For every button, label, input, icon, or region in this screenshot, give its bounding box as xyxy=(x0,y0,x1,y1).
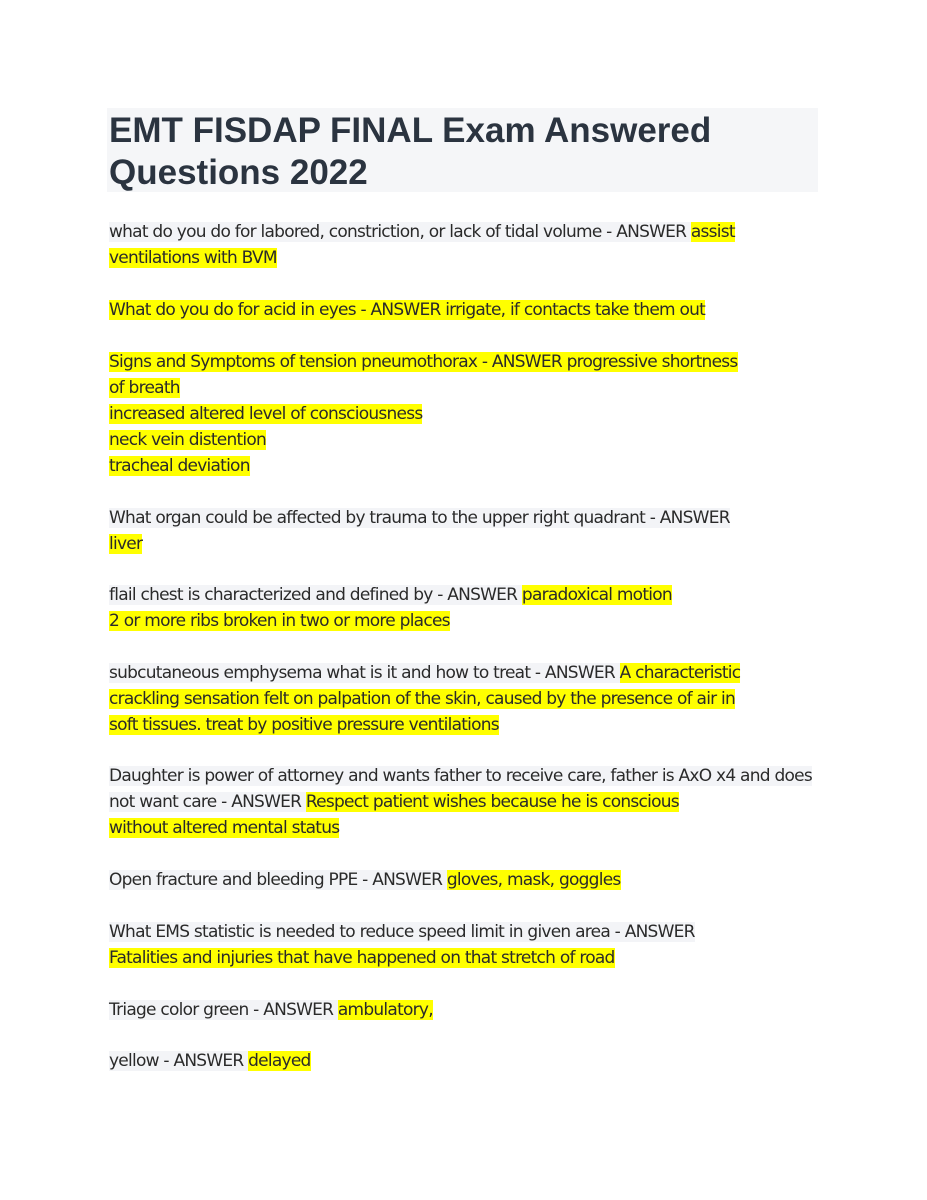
answer-text: paradoxical motion xyxy=(521,585,672,605)
answer-text: crackling sensation felt on palpation of the skin, caused by the presence of air in xyxy=(109,689,736,709)
answer-text: neck vein distention xyxy=(109,430,267,450)
qa-item-3 xyxy=(109,349,821,479)
answer-text: Signs and Symptoms of tension pneumothorax - ANSWER progressive shortness xyxy=(109,352,738,372)
qa-item-2 xyxy=(109,297,821,323)
answer-text: A characteristic xyxy=(619,663,741,683)
answer-text: without altered mental status xyxy=(109,818,340,838)
answer-text: ambulatory, xyxy=(337,1000,433,1020)
qa-item-10 xyxy=(109,997,821,1023)
answer-text: assist xyxy=(690,222,735,242)
answer-text: Fatalities and injuries that have happened on that stretch of road xyxy=(109,948,615,968)
answer-text: gloves, mask, goggles xyxy=(446,870,621,890)
answer-text: ventilations with BVM xyxy=(109,248,277,268)
qa-item-5 xyxy=(109,582,821,634)
answer-text: What do you do for acid in eyes - ANSWER irrigate, if contacts take them out xyxy=(109,300,706,320)
question-text: yellow - ANSWER xyxy=(109,1051,249,1071)
title-block xyxy=(107,108,818,192)
qa-item-8 xyxy=(109,867,821,893)
qa-item-7 xyxy=(109,763,821,841)
question-text: subcutaneous emphysema what is it and how to treat - ANSWER xyxy=(109,663,620,683)
answer-text: liver xyxy=(109,534,143,554)
qa-item-1 xyxy=(109,219,821,271)
question-text: Triage color green - ANSWER xyxy=(109,1000,338,1020)
answer-text: soft tissues. treat by positive pressure ventilations xyxy=(109,715,499,735)
answer-text: tracheal deviation xyxy=(109,456,250,476)
answer-text: delayed xyxy=(248,1051,311,1071)
answer-text: of breath xyxy=(109,378,180,398)
answer-text: Respect patient wishes because he is conscious xyxy=(305,792,679,812)
document-title: EMT FISDAP FINAL Exam Answered Questions 2022 xyxy=(109,111,712,192)
qa-item-4 xyxy=(109,505,821,557)
qa-item-6 xyxy=(109,660,821,738)
qa-item-9 xyxy=(109,919,821,971)
answer-text: increased altered level of consciousness xyxy=(109,404,423,424)
question-text: what do you do for labored, constriction, or lack of tidal volume - ANSWER xyxy=(109,222,691,242)
question-text: What EMS statistic is needed to reduce speed limit in given area - ANSWER xyxy=(109,922,695,942)
question-text: flail chest is characterized and defined by - ANSWER xyxy=(109,585,522,605)
qa-item-11 xyxy=(109,1048,821,1074)
question-text: What organ could be affected by trauma to the upper right quadrant - ANSWER xyxy=(109,508,730,528)
question-text: Daughter is power of attorney and wants father to receive care, father is AxO x4 and does not want care - ANSWER xyxy=(109,766,812,812)
question-text: Open fracture and bleeding PPE - ANSWER xyxy=(109,870,447,890)
answer-text: 2 or more ribs broken in two or more places xyxy=(109,611,450,631)
